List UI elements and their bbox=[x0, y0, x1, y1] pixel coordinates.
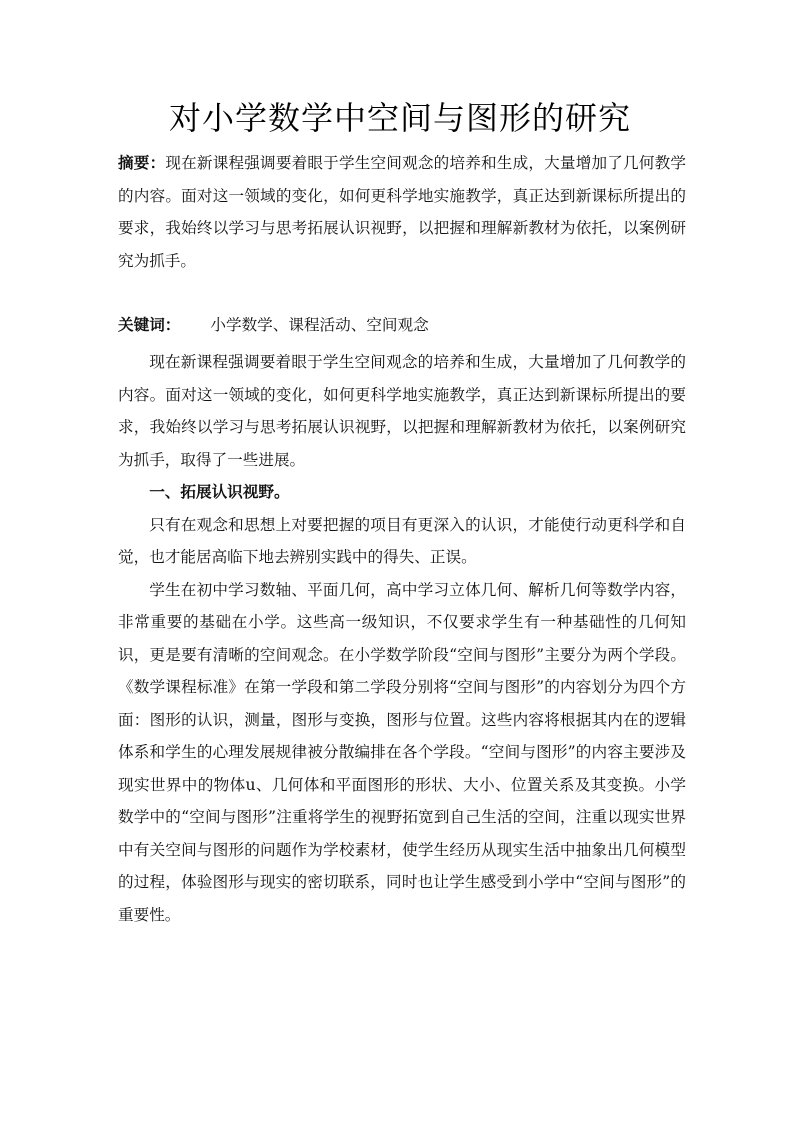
body-paragraph-understanding: 只有在观念和思想上对要把握的项目有更深入的认识，才能使行动更科学和自觉，也才能居高临下地去辨别实践中的得失、正误。 bbox=[118, 515, 686, 566]
abstract-paragraph bbox=[118, 147, 686, 277]
keywords-label: 关键词： bbox=[118, 316, 181, 334]
keywords-text: 小学数学、课程活动、空间观念 bbox=[210, 316, 429, 334]
abstract-text: 现在新课程强调要着眼于学生空间观念的培养和生成，大量增加了几何教学的内容。面对这一领域的变化，如何更科学地实施教学，真正达到新课标所提出的要求，我始终以学习与思考拓展认识视野，以把握和理解新教材为依托，以案例研究为抓手。 bbox=[118, 154, 686, 270]
body-text bbox=[118, 346, 686, 931]
document-title: 对小学数学中空间与图形的研究 bbox=[168, 99, 631, 137]
abstract-label: 摘要： bbox=[118, 154, 166, 172]
body-paragraph-intro: 现在新课程强调要着眼于学生空间观念的培养和生成，大量增加了几何教学的内容。面对这一领域的变化，如何更科学地实施教学，真正达到新课标所提出的要求，我始终以学习与思考拓展认识视野，以把握和理解新教材为依托，以案例研究为抓手，取得了一些进展。 bbox=[118, 353, 686, 469]
body-paragraph-learning: 学生在初中学习数轴、平面几何，高中学习立体几何、解析几何等数学内容，非常重要的基础在小学。这些高一级知识，不仅要求学生有一种基础性的几何知识，更是要有清晰的空间观念。在小学数学阶段“空间与图形”主要分为两个学段。《数学课程标准》在第一学段和第二学段分别将“空间与图形”的内容划分为四个方面：图形的认识，测量，图形与变换，图形与位置。这些内容将根据其内在的逻辑体系和学生的心理发展规律被分散编排在各个学段。“空间与图形”的内容主要涉及现实世界中的物体u、几何体和平面图形的形状、大小、位置关系及其变换。小学数学中的“空间与图形”注重将学生的视野拓宽到自己生活的空间，注重以现实世界中有关空间与图形的问题作为学校素材，使学生经历从现实生活中抽象出几何模型的过程，体验图形与现实的密切联系，同时也让学生感受到小学中“空间与图形”的重要性。 bbox=[118, 580, 686, 924]
section-heading: 一、拓展认识视野。 bbox=[149, 483, 290, 501]
keywords-line bbox=[118, 312, 686, 338]
